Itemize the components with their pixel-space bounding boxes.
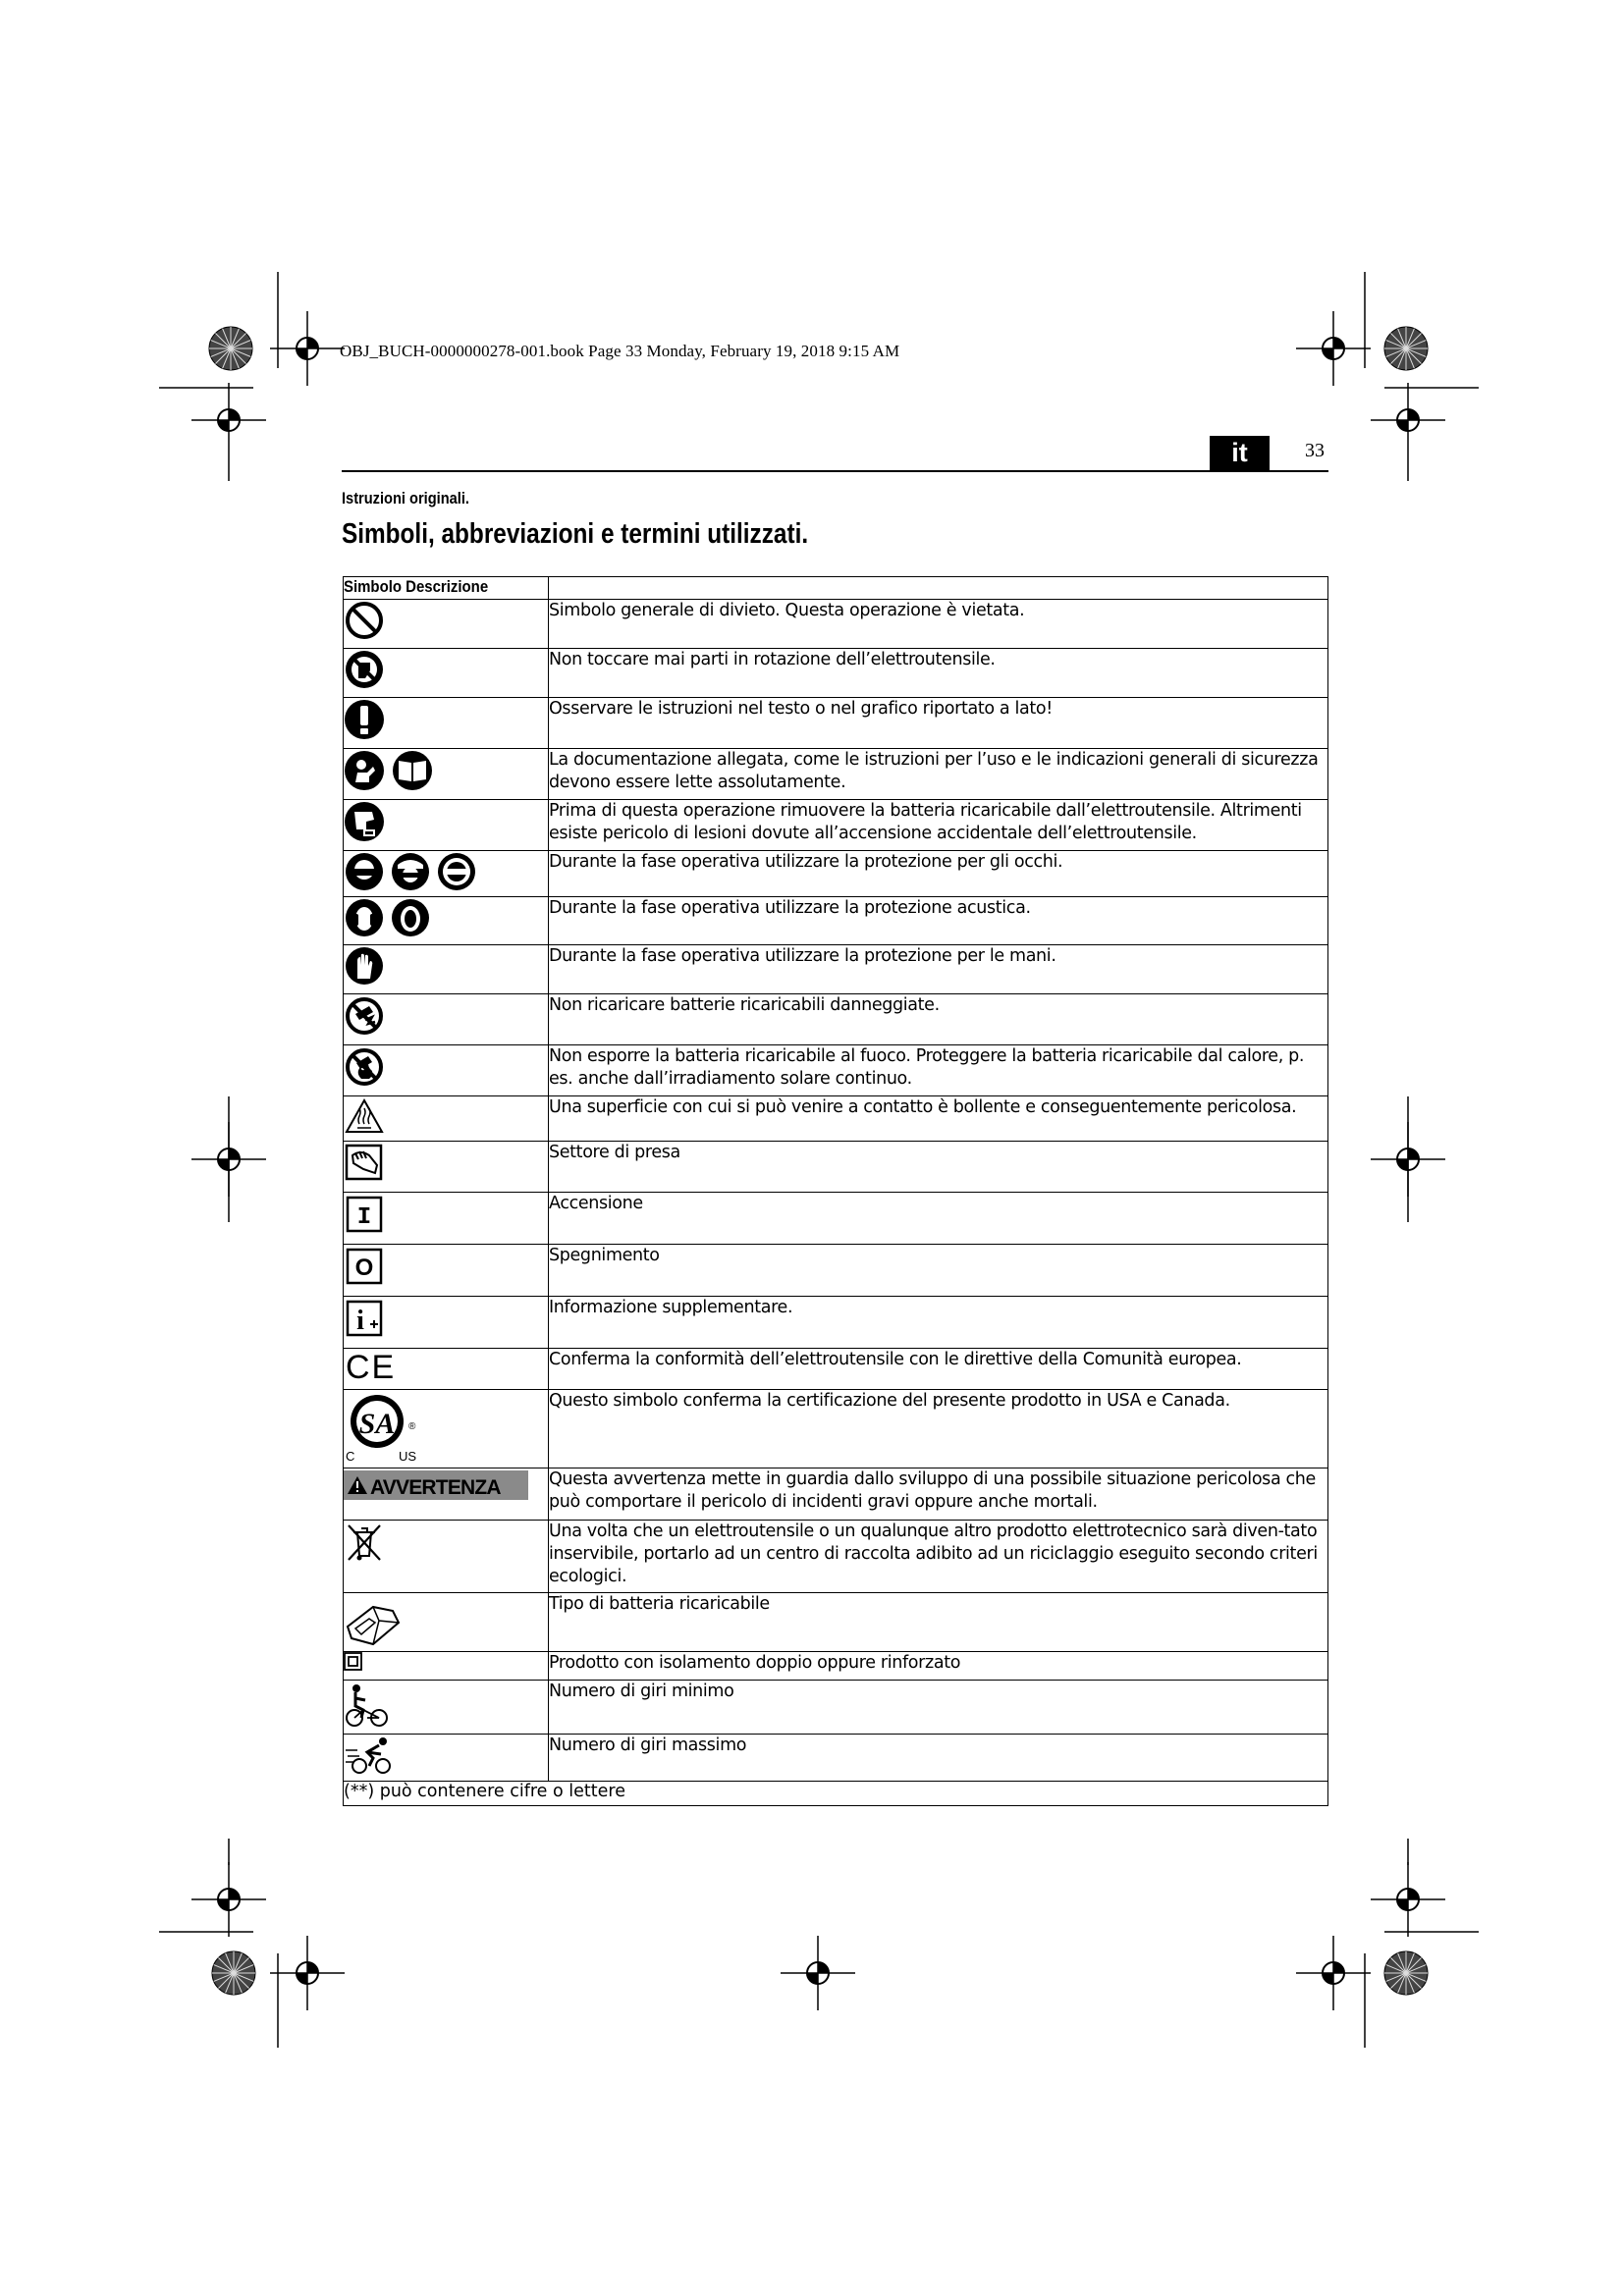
registration-mark: [270, 311, 345, 386]
ce-mark-icon: [344, 1349, 403, 1384]
eye-protection-icon: [344, 851, 481, 892]
table-row: [344, 800, 1328, 851]
table-row: [344, 1735, 1328, 1782]
row-description: Accensione: [549, 1193, 1328, 1245]
registration-star-mark: [212, 1951, 255, 1995]
switch-off-icon: [344, 1245, 385, 1288]
section-subtitle: Istruzioni originali.: [342, 489, 469, 507]
registration-mark: [1371, 383, 1445, 457]
svg-text:SA: SA: [358, 1408, 396, 1440]
row-description: Una superficie con cui si può venire a contatto è bollente e conseguentemente pericolosa.: [549, 1096, 1328, 1142]
registration-mark: [1296, 311, 1371, 386]
row-description: Durante la fase operativa utilizzare la protezione per le mani.: [549, 945, 1328, 994]
row-description: Non esporre la batteria ricaricabile al fuoco. Proteggere la batteria ricaricabile dal calore, p. es. anche dall’irradiamento solare continuo.: [549, 1045, 1328, 1096]
info-plus-icon: [344, 1297, 385, 1340]
table-header-label: Simbolo Descrizione: [344, 577, 489, 596]
row-description: Durante la fase operativa utilizzare la protezione per gli occhi.: [549, 851, 1328, 897]
weee-bin-icon: [344, 1521, 385, 1564]
registration-mark: [191, 383, 266, 457]
row-description: Informazione supplementare.: [549, 1297, 1328, 1349]
registration-mark: [191, 1862, 266, 1937]
row-description: Questa avvertenza mette in guardia dallo sviluppo di una possibile situazione pericolosa che può comportare il pericolo di incidenti gravi oppure anche mortali.: [549, 1468, 1328, 1521]
grip-area-icon: [344, 1142, 385, 1183]
table-row: [344, 1521, 1328, 1593]
svg-text:O: O: [354, 1255, 374, 1281]
row-description: Conferma la conformità dell’elettroutensile con le direttive della Comunità europea.: [549, 1349, 1328, 1390]
prohibition-icon: [344, 600, 385, 641]
registration-mark: [1296, 1936, 1371, 2010]
print-slug: OBJ_BUCH-0000000278-001.book Page 33 Monday, February 19, 2018 9:15 AM: [340, 342, 900, 360]
row-description: Settore di presa: [549, 1142, 1328, 1193]
table-row: [344, 1142, 1328, 1193]
table-row: [344, 1652, 1328, 1681]
table-row: [344, 1681, 1328, 1735]
table-row: [344, 1297, 1328, 1349]
table-row: [344, 897, 1328, 945]
table-footnote: (**) può contenere cifre o lettere: [344, 1782, 625, 1801]
row-description: Una volta che un elettroutensile o un qualunque altro prodotto elettrotecnico sarà diven-tato inservibile, portarlo ad un centro di raccolta adibito ad un riciclaggio eseguito secondo criteri ecologici.: [549, 1521, 1328, 1593]
table-row: [344, 1045, 1328, 1096]
row-description: Spegnimento: [549, 1245, 1328, 1297]
table-header-row: [344, 577, 1328, 600]
row-description: Durante la fase operativa utilizzare la protezione acustica.: [549, 897, 1328, 945]
switch-on-icon: [344, 1193, 385, 1236]
row-description: Tipo di batteria ricaricabile: [549, 1593, 1328, 1652]
row-description: Non ricaricare batterie ricaricabili danneggiate.: [549, 994, 1328, 1045]
svg-text:CE: CE: [346, 1349, 397, 1384]
registration-mark: [270, 1936, 345, 2010]
read-manual-icon: [344, 749, 438, 792]
svg-text:AVVERTENZA: AVVERTENZA: [370, 1476, 501, 1499]
table-row: [344, 1096, 1328, 1142]
row-description: Non toccare mai parti in rotazione dell’elettroutensile.: [549, 649, 1328, 698]
table-row: [344, 1193, 1328, 1245]
registration-mark: [1371, 1862, 1445, 1937]
hand-protection-icon: [344, 945, 385, 987]
table-row: [344, 698, 1328, 749]
row-description: Simbolo generale di divieto. Questa operazione è vietata.: [549, 600, 1328, 649]
symbols-table: [343, 576, 1328, 1806]
warning-label-icon: [344, 1468, 530, 1504]
language-badge: it: [1210, 436, 1270, 470]
slow-cyclist-icon: [344, 1681, 391, 1730]
ear-protection-icon: [344, 897, 438, 938]
section-title: Simboli, abbreviazioni e termini utilizzati.: [342, 518, 809, 550]
row-description: Osservare le istruzioni nel testo o nel grafico riportato a lato!: [549, 698, 1328, 749]
exclamation-icon: [344, 698, 385, 741]
table-row: [344, 945, 1328, 994]
no-charge-damaged-icon: [344, 994, 385, 1038]
registration-star-mark: [1384, 1951, 1428, 1995]
header-rule: [342, 470, 1328, 472]
table-row: [344, 1390, 1328, 1468]
table-row: [344, 851, 1328, 897]
registration-mark: [1371, 1122, 1445, 1197]
svg-text:i: i: [356, 1306, 364, 1336]
table-row: [344, 1593, 1328, 1652]
csa-mark-icon: [344, 1390, 432, 1465]
svg-text:C: C: [346, 1449, 355, 1464]
page-number: 33: [1305, 440, 1325, 461]
table-row: [344, 600, 1328, 649]
row-description: Prodotto con isolamento doppio oppure rinforzato: [549, 1652, 1328, 1681]
registration-star-mark: [209, 327, 252, 370]
row-description: La documentazione allegata, come le istruzioni per l’uso e le indicazioni generali di sicurezza devono essere lette assolutamente.: [549, 749, 1328, 800]
registration-mark: [191, 1122, 266, 1197]
table-row: [344, 1245, 1328, 1297]
table-row: [344, 749, 1328, 800]
svg-text:US: US: [399, 1449, 417, 1464]
table-row: [344, 994, 1328, 1045]
battery-pack-icon: [344, 1593, 403, 1648]
no-touch-rotating-icon: [344, 649, 385, 690]
fast-cyclist-icon: [344, 1735, 403, 1776]
row-description: Prima di questa operazione rimuovere la batteria ricaricabile dall’elettroutensile. Altrimenti esiste pericolo di lesioni dovute all’accensione accidentale dell’elettroutensile.: [549, 800, 1328, 851]
double-insulation-icon: [344, 1652, 363, 1672]
table-row: [344, 649, 1328, 698]
table-row: [344, 1468, 1328, 1521]
svg-text:®: ®: [408, 1421, 416, 1432]
table-footnote-row: [344, 1782, 1328, 1806]
hot-surface-icon: [344, 1096, 385, 1136]
table-row: [344, 1349, 1328, 1390]
row-description: Questo simbolo conferma la certificazione del presente prodotto in USA e Canada.: [549, 1390, 1328, 1468]
row-description: Numero di giri massimo: [549, 1735, 1328, 1782]
row-description: Numero di giri minimo: [549, 1681, 1328, 1735]
svg-text:I: I: [356, 1204, 372, 1231]
no-fire-icon: [344, 1045, 385, 1089]
registration-star-mark: [1384, 327, 1428, 370]
remove-battery-icon: [344, 800, 385, 843]
registration-mark: [781, 1936, 855, 2010]
